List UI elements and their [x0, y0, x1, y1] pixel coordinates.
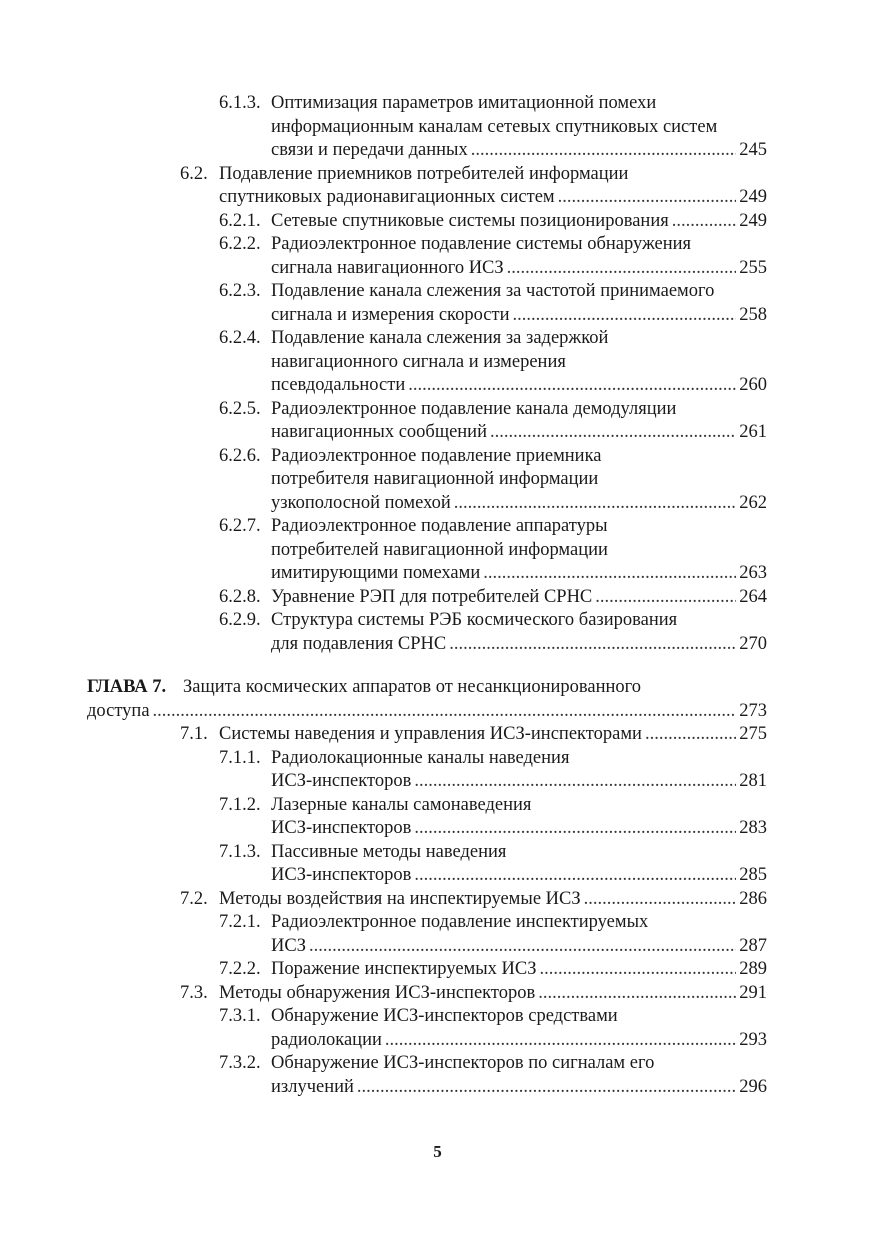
section-number: 6.2.4.: [219, 328, 261, 348]
toc-entry-title: Структура системы РЭБ космического базирования: [271, 610, 678, 630]
toc-entry: [0, 280, 875, 327]
toc-entry-title: имитирующими помехами: [271, 563, 481, 583]
toc-entry: [0, 210, 875, 234]
toc-entry: [0, 163, 875, 210]
toc-entry: [0, 515, 875, 586]
toc-entry: [0, 841, 875, 888]
toc-page-number: 249: [739, 210, 767, 231]
toc-entry-title: Оптимизация параметров имитационной помехи: [271, 93, 657, 113]
toc-entry-title: доступа: [87, 700, 150, 721]
toc-entry-title: навигационных сообщений: [271, 422, 487, 442]
section-number: 7.2.: [180, 888, 208, 909]
dot-leader: [449, 633, 736, 657]
dot-leader: [584, 888, 737, 912]
dot-leader: [357, 1076, 736, 1100]
toc-page-number: 260: [739, 375, 767, 395]
toc-entry: [0, 958, 875, 982]
table-of-contents: [0, 92, 875, 1099]
toc-entry-title: связи и передачи данных: [271, 140, 468, 160]
section-number: 7.1.2.: [219, 794, 261, 815]
toc-page-number: 275: [739, 724, 767, 744]
toc-entry-title: Методы воздействия на инспектируемые ИСЗ: [219, 888, 581, 909]
toc-entry: [0, 92, 875, 163]
toc-page-number: 255: [739, 257, 767, 278]
toc-page-number: 264: [739, 586, 767, 607]
toc-entry-title: информационным каналам сетевых спутниковых систем: [271, 116, 718, 137]
toc-entry: [0, 888, 875, 912]
section-number: 7.1.3.: [219, 841, 261, 862]
toc-entry: [0, 327, 875, 398]
dot-leader: [414, 864, 736, 888]
toc-page-number: 281: [739, 771, 767, 791]
dot-leader: [672, 210, 737, 234]
section-number: 6.2.5.: [219, 398, 261, 419]
toc-entry: [0, 676, 875, 723]
section-number: 7.3.: [180, 982, 208, 1003]
toc-entry: [0, 723, 875, 747]
dot-leader: [540, 958, 737, 982]
toc-page-number: 270: [739, 633, 767, 654]
toc-entry: [0, 911, 875, 958]
toc-page-number: 296: [739, 1076, 767, 1097]
toc-page-number: 245: [739, 140, 767, 160]
toc-entry-title: ИСЗ-инспекторов: [271, 771, 412, 791]
chapter-number: ГЛАВА 7.: [87, 677, 167, 697]
dot-leader: [454, 492, 736, 516]
dot-leader: [471, 139, 737, 163]
toc-page-number: 286: [739, 888, 767, 909]
toc-entry-title: Радиоэлектронное подавление приемника: [271, 445, 602, 466]
toc-entry-title: потребителей навигационной информации: [271, 539, 608, 560]
toc-entry-title: Защита космических аппаратов от несанкционированного: [183, 677, 642, 697]
dot-leader: [408, 374, 736, 398]
section-number: 6.2.8.: [219, 586, 261, 607]
toc-entry-title: Поражение инспектируемых ИСЗ: [271, 959, 537, 979]
toc-entry-title: Радиоэлектронное подавление канала демодуляции: [271, 398, 677, 419]
toc-entry-title: Радиоэлектронное подавление инспектируемых: [271, 912, 649, 932]
toc-page-number: 262: [739, 492, 767, 513]
toc-entry: [0, 794, 875, 841]
toc-entry-title: Радиолокационные каналы наведения: [271, 747, 570, 768]
toc-entry-title: Подавление канала слежения за задержкой: [271, 328, 609, 348]
toc-entry: [0, 233, 875, 280]
toc-page-number: 249: [739, 187, 767, 207]
toc-entry-title: ИСЗ-инспекторов: [271, 818, 412, 838]
dot-leader: [538, 982, 736, 1006]
toc-page-number: 258: [739, 304, 767, 325]
dot-leader: [385, 1029, 736, 1053]
toc-entry-title: сигнала и измерения скорости: [271, 304, 510, 325]
toc-entry: [0, 586, 875, 610]
dot-leader: [513, 304, 737, 328]
page-number: 5: [433, 1142, 442, 1161]
toc-page-number: 291: [739, 982, 767, 1003]
toc-entry-title: Радиоэлектронное подавление системы обнаружения: [271, 234, 692, 254]
toc-entry: [0, 1052, 875, 1099]
section-number: 6.2.3.: [219, 281, 261, 301]
dot-leader: [490, 421, 736, 445]
toc-entry-title: Подавление канала слежения за частотой принимаемого: [271, 281, 715, 301]
section-number: 6.2.2.: [219, 234, 261, 254]
toc-entry-title: Радиоэлектронное подавление аппаратуры: [271, 516, 608, 536]
section-number: 7.2.2.: [219, 959, 261, 979]
toc-page-number: 283: [739, 818, 767, 838]
toc-entry-title: псевдодальности: [271, 375, 406, 395]
toc-page-number: 293: [739, 1029, 767, 1050]
toc-page-number: 261: [739, 422, 767, 442]
toc-entry-title: потребителя навигационной информации: [271, 469, 599, 489]
section-number: 7.3.1.: [219, 1006, 261, 1026]
section-number: 6.2.6.: [219, 445, 261, 466]
toc-entry-title: радиолокации: [271, 1029, 382, 1050]
toc-entry-title: Обнаружение ИСЗ-инспекторов средствами: [271, 1006, 618, 1026]
toc-entry-title: сигнала навигационного ИСЗ: [271, 257, 504, 278]
toc-entry-title: Системы наведения и управления ИСЗ-инспекторами: [219, 724, 642, 744]
dot-leader: [483, 562, 736, 586]
dot-leader: [645, 723, 736, 747]
section-number: 6.2.7.: [219, 516, 261, 536]
toc-entry: [0, 1005, 875, 1052]
toc-entry-title: ИСЗ-инспекторов: [271, 865, 412, 885]
section-number: 6.2.1.: [219, 210, 261, 231]
dot-leader: [595, 586, 736, 610]
section-number: 7.1.: [180, 724, 208, 744]
toc-entry: [0, 398, 875, 445]
toc-page-number: 289: [739, 959, 767, 979]
toc-entry: [0, 609, 875, 656]
section-number: 7.3.2.: [219, 1053, 261, 1073]
dot-leader: [309, 935, 736, 959]
section-number: 7.1.1.: [219, 747, 261, 768]
toc-page-number: 285: [739, 865, 767, 885]
dot-leader: [558, 186, 737, 210]
toc-entry: [0, 982, 875, 1006]
toc-entry-title: узкополосной помехой: [271, 492, 451, 513]
dot-leader: [507, 257, 737, 281]
toc-entry-title: спутниковых радионавигационных систем: [219, 187, 555, 207]
section-number: 7.2.1.: [219, 912, 261, 932]
section-number: 6.1.3.: [219, 93, 261, 113]
toc-entry-title: Подавление приемников потребителей информации: [219, 163, 629, 184]
toc-entry-title: Уравнение РЭП для потребителей СРНС: [271, 586, 593, 607]
section-number: 6.2.9.: [219, 610, 261, 630]
dot-leader: [153, 700, 737, 724]
section-number: 6.2.: [180, 163, 208, 184]
toc-entry-title: Обнаружение ИСЗ-инспекторов по сигналам его: [271, 1053, 655, 1073]
toc-entry-title: Сетевые спутниковые системы позиционирования: [271, 210, 669, 231]
toc-page-number: 287: [739, 935, 767, 956]
toc-entry-title: для подавления СРНС: [271, 633, 447, 654]
dot-leader: [414, 817, 736, 841]
toc-entry-title: Лазерные каналы самонаведения: [271, 794, 532, 815]
toc-entry-title: Методы обнаружения ИСЗ-инспекторов: [219, 982, 536, 1003]
dot-leader: [414, 770, 736, 794]
toc-entry: [0, 445, 875, 516]
toc-entry: [0, 747, 875, 794]
toc-entry-title: Пассивные методы наведения: [271, 841, 507, 862]
toc-entry-title: ИСЗ: [271, 935, 306, 956]
toc-entry-title: навигационного сигнала и измерения: [271, 351, 566, 372]
toc-page-number: 273: [739, 700, 767, 721]
toc-entry-title: излучений: [271, 1076, 354, 1097]
toc-page-number: 263: [739, 563, 767, 583]
